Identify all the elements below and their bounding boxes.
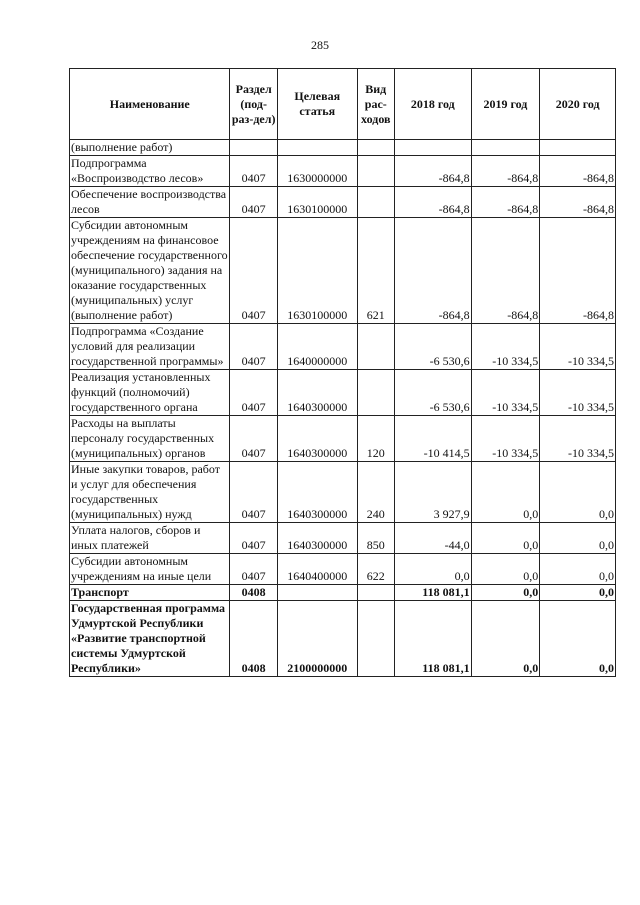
row-2020: 0,0 <box>540 462 616 523</box>
row-2018: 118 081,1 <box>394 601 471 677</box>
row-target: 1630000000 <box>277 156 357 187</box>
header-name: Наименование <box>70 69 230 140</box>
table-row <box>70 416 616 462</box>
row-section: 0407 <box>230 218 277 324</box>
row-type <box>357 140 394 156</box>
row-target: 1640300000 <box>277 523 357 554</box>
row-2019 <box>471 140 540 156</box>
row-2020: 0,0 <box>540 523 616 554</box>
row-target: 1640300000 <box>277 416 357 462</box>
row-target <box>277 585 357 601</box>
header-type: Вид рас-ходов <box>357 69 394 140</box>
row-name: Реализация установленных функций (полномочий) государственного органа <box>70 370 230 416</box>
page-number: 285 <box>311 38 329 52</box>
row-2020: -864,8 <box>540 187 616 218</box>
row-2018: 3 927,9 <box>394 462 471 523</box>
table-row <box>70 187 616 218</box>
row-2019: -10 334,5 <box>471 370 540 416</box>
row-2020: -10 334,5 <box>540 416 616 462</box>
row-2019: -864,8 <box>471 156 540 187</box>
row-target: 1640400000 <box>277 554 357 585</box>
table-row <box>70 370 616 416</box>
row-2019: -864,8 <box>471 218 540 324</box>
row-section: 0407 <box>230 554 277 585</box>
row-type <box>357 156 394 187</box>
table-row <box>70 218 616 324</box>
row-2020: 0,0 <box>540 601 616 677</box>
row-type: 622 <box>357 554 394 585</box>
row-target: 1630100000 <box>277 218 357 324</box>
row-name: Уплата налогов, сборов и иных платежей <box>70 523 230 554</box>
row-type: 240 <box>357 462 394 523</box>
row-target <box>277 140 357 156</box>
row-type: 621 <box>357 218 394 324</box>
row-type <box>357 601 394 677</box>
row-name: Транспорт <box>70 585 230 601</box>
header-2018: 2018 год <box>394 69 471 140</box>
table-row <box>70 140 616 156</box>
row-2018: 118 081,1 <box>394 585 471 601</box>
row-target: 1640000000 <box>277 324 357 370</box>
row-section: 0407 <box>230 416 277 462</box>
row-2020: -864,8 <box>540 156 616 187</box>
row-name: Обеспечение воспроизводства лесов <box>70 187 230 218</box>
budget-table <box>69 68 616 677</box>
row-2018: -864,8 <box>394 218 471 324</box>
row-target: 1630100000 <box>277 187 357 218</box>
row-2019: -864,8 <box>471 187 540 218</box>
row-2018: -6 530,6 <box>394 370 471 416</box>
row-section: 0407 <box>230 156 277 187</box>
header-2019: 2019 год <box>471 69 540 140</box>
header-target: Целевая статья <box>277 69 357 140</box>
header-row <box>70 69 616 140</box>
row-section: 0407 <box>230 523 277 554</box>
row-2020: 0,0 <box>540 585 616 601</box>
table-row <box>70 585 616 601</box>
row-type <box>357 585 394 601</box>
row-2019: -10 334,5 <box>471 416 540 462</box>
row-2018: -864,8 <box>394 187 471 218</box>
table-row <box>70 462 616 523</box>
row-2018 <box>394 140 471 156</box>
row-section: 0408 <box>230 585 277 601</box>
row-2019: 0,0 <box>471 601 540 677</box>
table-row <box>70 324 616 370</box>
row-target: 1640300000 <box>277 370 357 416</box>
table-row <box>70 601 616 677</box>
row-name: Подпрограмма «Воспроизводство лесов» <box>70 156 230 187</box>
row-2018: -6 530,6 <box>394 324 471 370</box>
row-name: Субсидии автономным учреждениям на иные цели <box>70 554 230 585</box>
row-section: 0407 <box>230 324 277 370</box>
row-2018: -44,0 <box>394 523 471 554</box>
header-section: Раздел (под-раз-дел) <box>230 69 277 140</box>
row-section: 0407 <box>230 187 277 218</box>
row-2020: -10 334,5 <box>540 370 616 416</box>
row-type <box>357 324 394 370</box>
row-2018: -864,8 <box>394 156 471 187</box>
row-type: 850 <box>357 523 394 554</box>
row-2019: 0,0 <box>471 554 540 585</box>
row-section: 0407 <box>230 462 277 523</box>
row-section: 0408 <box>230 601 277 677</box>
row-type: 120 <box>357 416 394 462</box>
row-2020: 0,0 <box>540 554 616 585</box>
row-2018: -10 414,5 <box>394 416 471 462</box>
row-type <box>357 370 394 416</box>
row-type <box>357 187 394 218</box>
row-2020: -10 334,5 <box>540 324 616 370</box>
row-2019: 0,0 <box>471 585 540 601</box>
row-section <box>230 140 277 156</box>
row-target: 2100000000 <box>277 601 357 677</box>
table-row <box>70 523 616 554</box>
row-name: Подпрограмма «Создание условий для реализации государственной программы» <box>70 324 230 370</box>
row-name: Государственная программа Удмуртской Республики «Развитие транспортной системы Удмуртской Республики» <box>70 601 230 677</box>
row-2019: -10 334,5 <box>471 324 540 370</box>
row-target: 1640300000 <box>277 462 357 523</box>
row-name: Расходы на выплаты персоналу государственных (муниципальных) органов <box>70 416 230 462</box>
header-2020: 2020 год <box>540 69 616 140</box>
row-2019: 0,0 <box>471 523 540 554</box>
row-2020: -864,8 <box>540 218 616 324</box>
row-name: (выполнение работ) <box>70 140 230 156</box>
row-2018: 0,0 <box>394 554 471 585</box>
row-2019: 0,0 <box>471 462 540 523</box>
table-row <box>70 554 616 585</box>
row-name: Иные закупки товаров, работ и услуг для обеспечения государственных (муниципальных) нужд <box>70 462 230 523</box>
row-name: Субсидии автономным учреждениям на финансовое обеспечение государственного (муниципального) задания на оказание государственных (муниципальных) услуг (выполнение работ) <box>70 218 230 324</box>
row-2020 <box>540 140 616 156</box>
row-section: 0407 <box>230 370 277 416</box>
table-row <box>70 156 616 187</box>
